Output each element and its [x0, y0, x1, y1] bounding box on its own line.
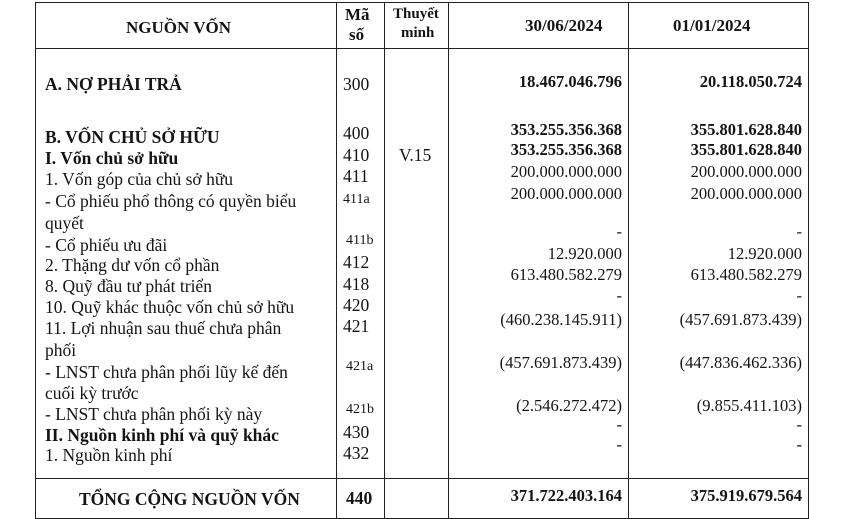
- row-value-end: 613.480.582.279: [510, 265, 622, 284]
- row-value-end: 353.255.356.368: [510, 120, 622, 139]
- row-value-end: 12.920.000: [547, 244, 622, 263]
- row-value-start: (447.836.462.336): [679, 353, 802, 372]
- row-value-start: -: [796, 222, 802, 241]
- row-label: I. Vốn chủ sở hữu: [45, 148, 179, 168]
- row-label: - LNST chưa phân phối kỳ này: [45, 404, 263, 424]
- row-label-cont: cuối kỳ trước: [45, 383, 139, 403]
- row-value-start: 12.920.000: [727, 244, 802, 263]
- row-value-end: -: [616, 415, 622, 434]
- row-value-start: 200.000.000.000: [690, 184, 802, 203]
- col-border-right: [808, 2, 809, 519]
- col-border-note: [384, 2, 385, 519]
- row-value-start: (9.855.411.103): [696, 396, 802, 415]
- col-border-start: [628, 2, 629, 519]
- row-code: 430: [343, 422, 370, 442]
- row-code: 411: [343, 166, 369, 186]
- row-value-end: 353.255.356.368: [510, 140, 622, 159]
- header-source: NGUỒN VỐN: [126, 18, 231, 37]
- row-value-end: 200.000.000.000: [510, 162, 622, 181]
- row-code: 421b: [346, 402, 374, 417]
- row-label: - Cổ phiếu ưu đãi: [45, 235, 168, 255]
- row-code: 400: [343, 123, 370, 143]
- row-code: 432: [343, 443, 370, 463]
- col-border-code: [336, 2, 337, 519]
- row-code: 411b: [346, 233, 374, 248]
- row-value-start: (457.691.873.439): [679, 310, 802, 329]
- row-label: 1. Vốn góp của chủ sở hữu: [45, 169, 234, 189]
- row-code: 418: [343, 274, 370, 294]
- row-label-cont: phối: [45, 340, 77, 360]
- row-label: 8. Quỹ đầu tư phát triển: [45, 276, 212, 296]
- row-label: - LNST chưa phân phối lũy kế đến: [45, 362, 288, 382]
- header-period-end: 30/06/2024: [525, 16, 603, 35]
- row-value-start: -: [796, 415, 802, 434]
- col-border-end: [448, 2, 449, 519]
- row-code: 421a: [346, 359, 374, 374]
- header-code-line2: số: [349, 25, 365, 44]
- header-period-start: 01/01/2024: [673, 16, 751, 35]
- row-label: 10. Quỹ khác thuộc vốn chủ sở hữu: [45, 297, 295, 317]
- row-label: A. NỢ PHẢI TRẢ: [45, 74, 182, 94]
- row-label-cont: quyết: [45, 213, 84, 233]
- row-value-end: 18.467.046.796: [518, 72, 622, 91]
- total-value-end: 371.722.403.164: [510, 486, 622, 505]
- row-code: 420: [343, 295, 370, 315]
- header-note-line1: Thuyết: [393, 6, 439, 22]
- col-border-left: [35, 2, 36, 519]
- row-label: - Cổ phiếu phổ thông có quyền biểu: [45, 191, 297, 211]
- header-note-line2: minh: [401, 25, 435, 41]
- table-top-border: [35, 2, 809, 3]
- row-value-end: (460.238.145.911): [500, 310, 622, 329]
- row-value-start: 355.801.628.840: [690, 140, 802, 159]
- row-note: V.15: [399, 145, 432, 165]
- row-value-end: -: [616, 222, 622, 241]
- header-bottom-border: [35, 48, 809, 49]
- total-label: TỔNG CỘNG NGUỒN VỐN: [79, 489, 300, 509]
- row-code: 411a: [343, 192, 370, 207]
- row-label: B. VỐN CHỦ SỞ HỮU: [45, 127, 220, 147]
- row-label: 1. Nguồn kinh phí: [45, 445, 173, 465]
- row-value-end: -: [616, 286, 622, 305]
- row-value-start: 200.000.000.000: [690, 162, 802, 181]
- row-value-end: -: [616, 435, 622, 454]
- row-value-start: 20.118.050.724: [699, 72, 802, 91]
- row-code: 421: [343, 316, 370, 336]
- header-code-line1: Mã: [345, 5, 370, 24]
- row-label: 11. Lợi nhuận sau thuế chưa phân: [45, 318, 282, 338]
- total-code: 440: [346, 488, 373, 508]
- row-value-start: -: [796, 435, 802, 454]
- row-code: 412: [343, 252, 370, 272]
- row-code: 410: [343, 145, 370, 165]
- total-top-border: [35, 478, 809, 479]
- row-value-start: 613.480.582.279: [690, 265, 802, 284]
- row-value-end: (457.691.873.439): [499, 353, 622, 372]
- row-label: II. Nguồn kinh phí và quỹ khác: [45, 425, 279, 445]
- total-value-start: 375.919.679.564: [690, 486, 802, 505]
- row-code: 300: [343, 74, 370, 94]
- row-value-end: 200.000.000.000: [510, 184, 622, 203]
- row-value-end: (2.546.272.472): [516, 396, 622, 415]
- row-value-start: -: [796, 286, 802, 305]
- row-value-start: 355.801.628.840: [690, 120, 802, 139]
- row-label: 2. Thặng dư vốn cổ phần: [45, 255, 220, 275]
